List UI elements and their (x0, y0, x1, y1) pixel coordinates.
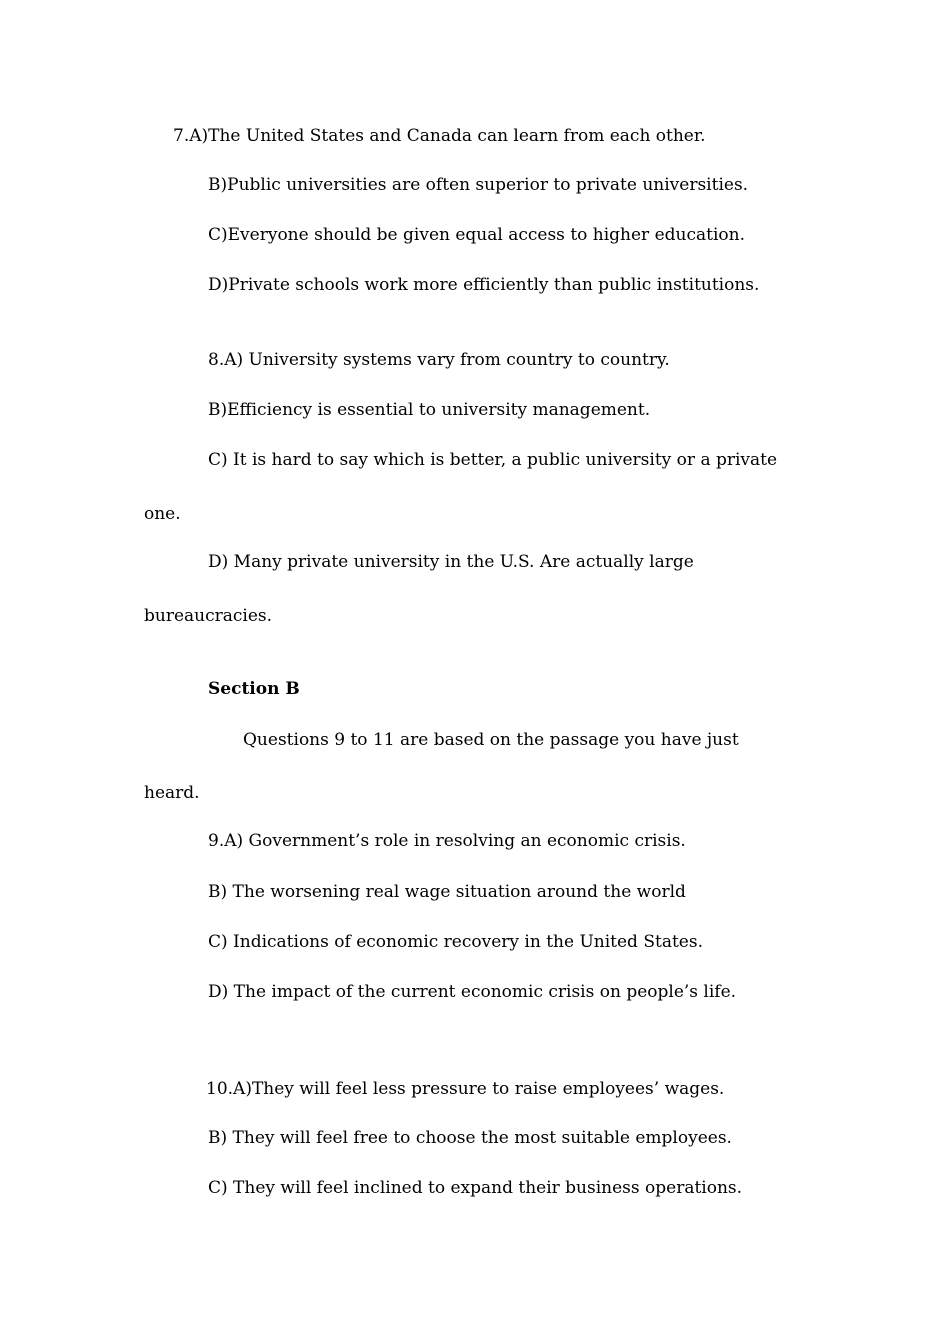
q8-option-b: B)Efficiency is essential to university management. (208, 400, 651, 420)
q8-option-d-line2: bureaucracies. (144, 606, 273, 626)
q7-option-a: 7.A)The United States and Canada can learn from each other. (173, 126, 706, 146)
q8-option-d-line1: D) Many private university in the U.S. Are actually large (208, 552, 694, 572)
section-b-instruction-line2: heard. (144, 783, 200, 803)
q8-option-a: 8.A) University systems vary from country to country. (208, 350, 670, 370)
q7-option-c: C)Everyone should be given equal access to higher education. (208, 225, 745, 245)
q8-option-c-line1: C) It is hard to say which is better, a public university or a private (208, 450, 778, 470)
q10-option-b: B) They will feel free to choose the most suitable employees. (208, 1128, 732, 1148)
q10-option-c: C) They will feel inclined to expand their business operations. (208, 1178, 743, 1198)
q8-option-c-line2: one. (144, 504, 181, 524)
section-b-instruction-line1: Questions 9 to 11 are based on the passage you have just (243, 730, 739, 750)
q9-option-a: 9.A) Government’s role in resolving an economic crisis. (208, 831, 686, 851)
q7-option-d: D)Private schools work more efficiently than public institutions. (208, 275, 760, 295)
q9-option-d: D) The impact of the current economic crisis on people’s life. (208, 982, 737, 1002)
q9-option-b: B) The worsening real wage situation around the world (208, 882, 686, 902)
q9-option-c: C) Indications of economic recovery in the United States. (208, 932, 703, 952)
q7-option-b: B)Public universities are often superior to private universities. (208, 175, 749, 195)
section-b-heading: Section B (208, 679, 300, 699)
q10-option-a: 10.A)They will feel less pressure to raise employees’ wages. (206, 1079, 725, 1099)
